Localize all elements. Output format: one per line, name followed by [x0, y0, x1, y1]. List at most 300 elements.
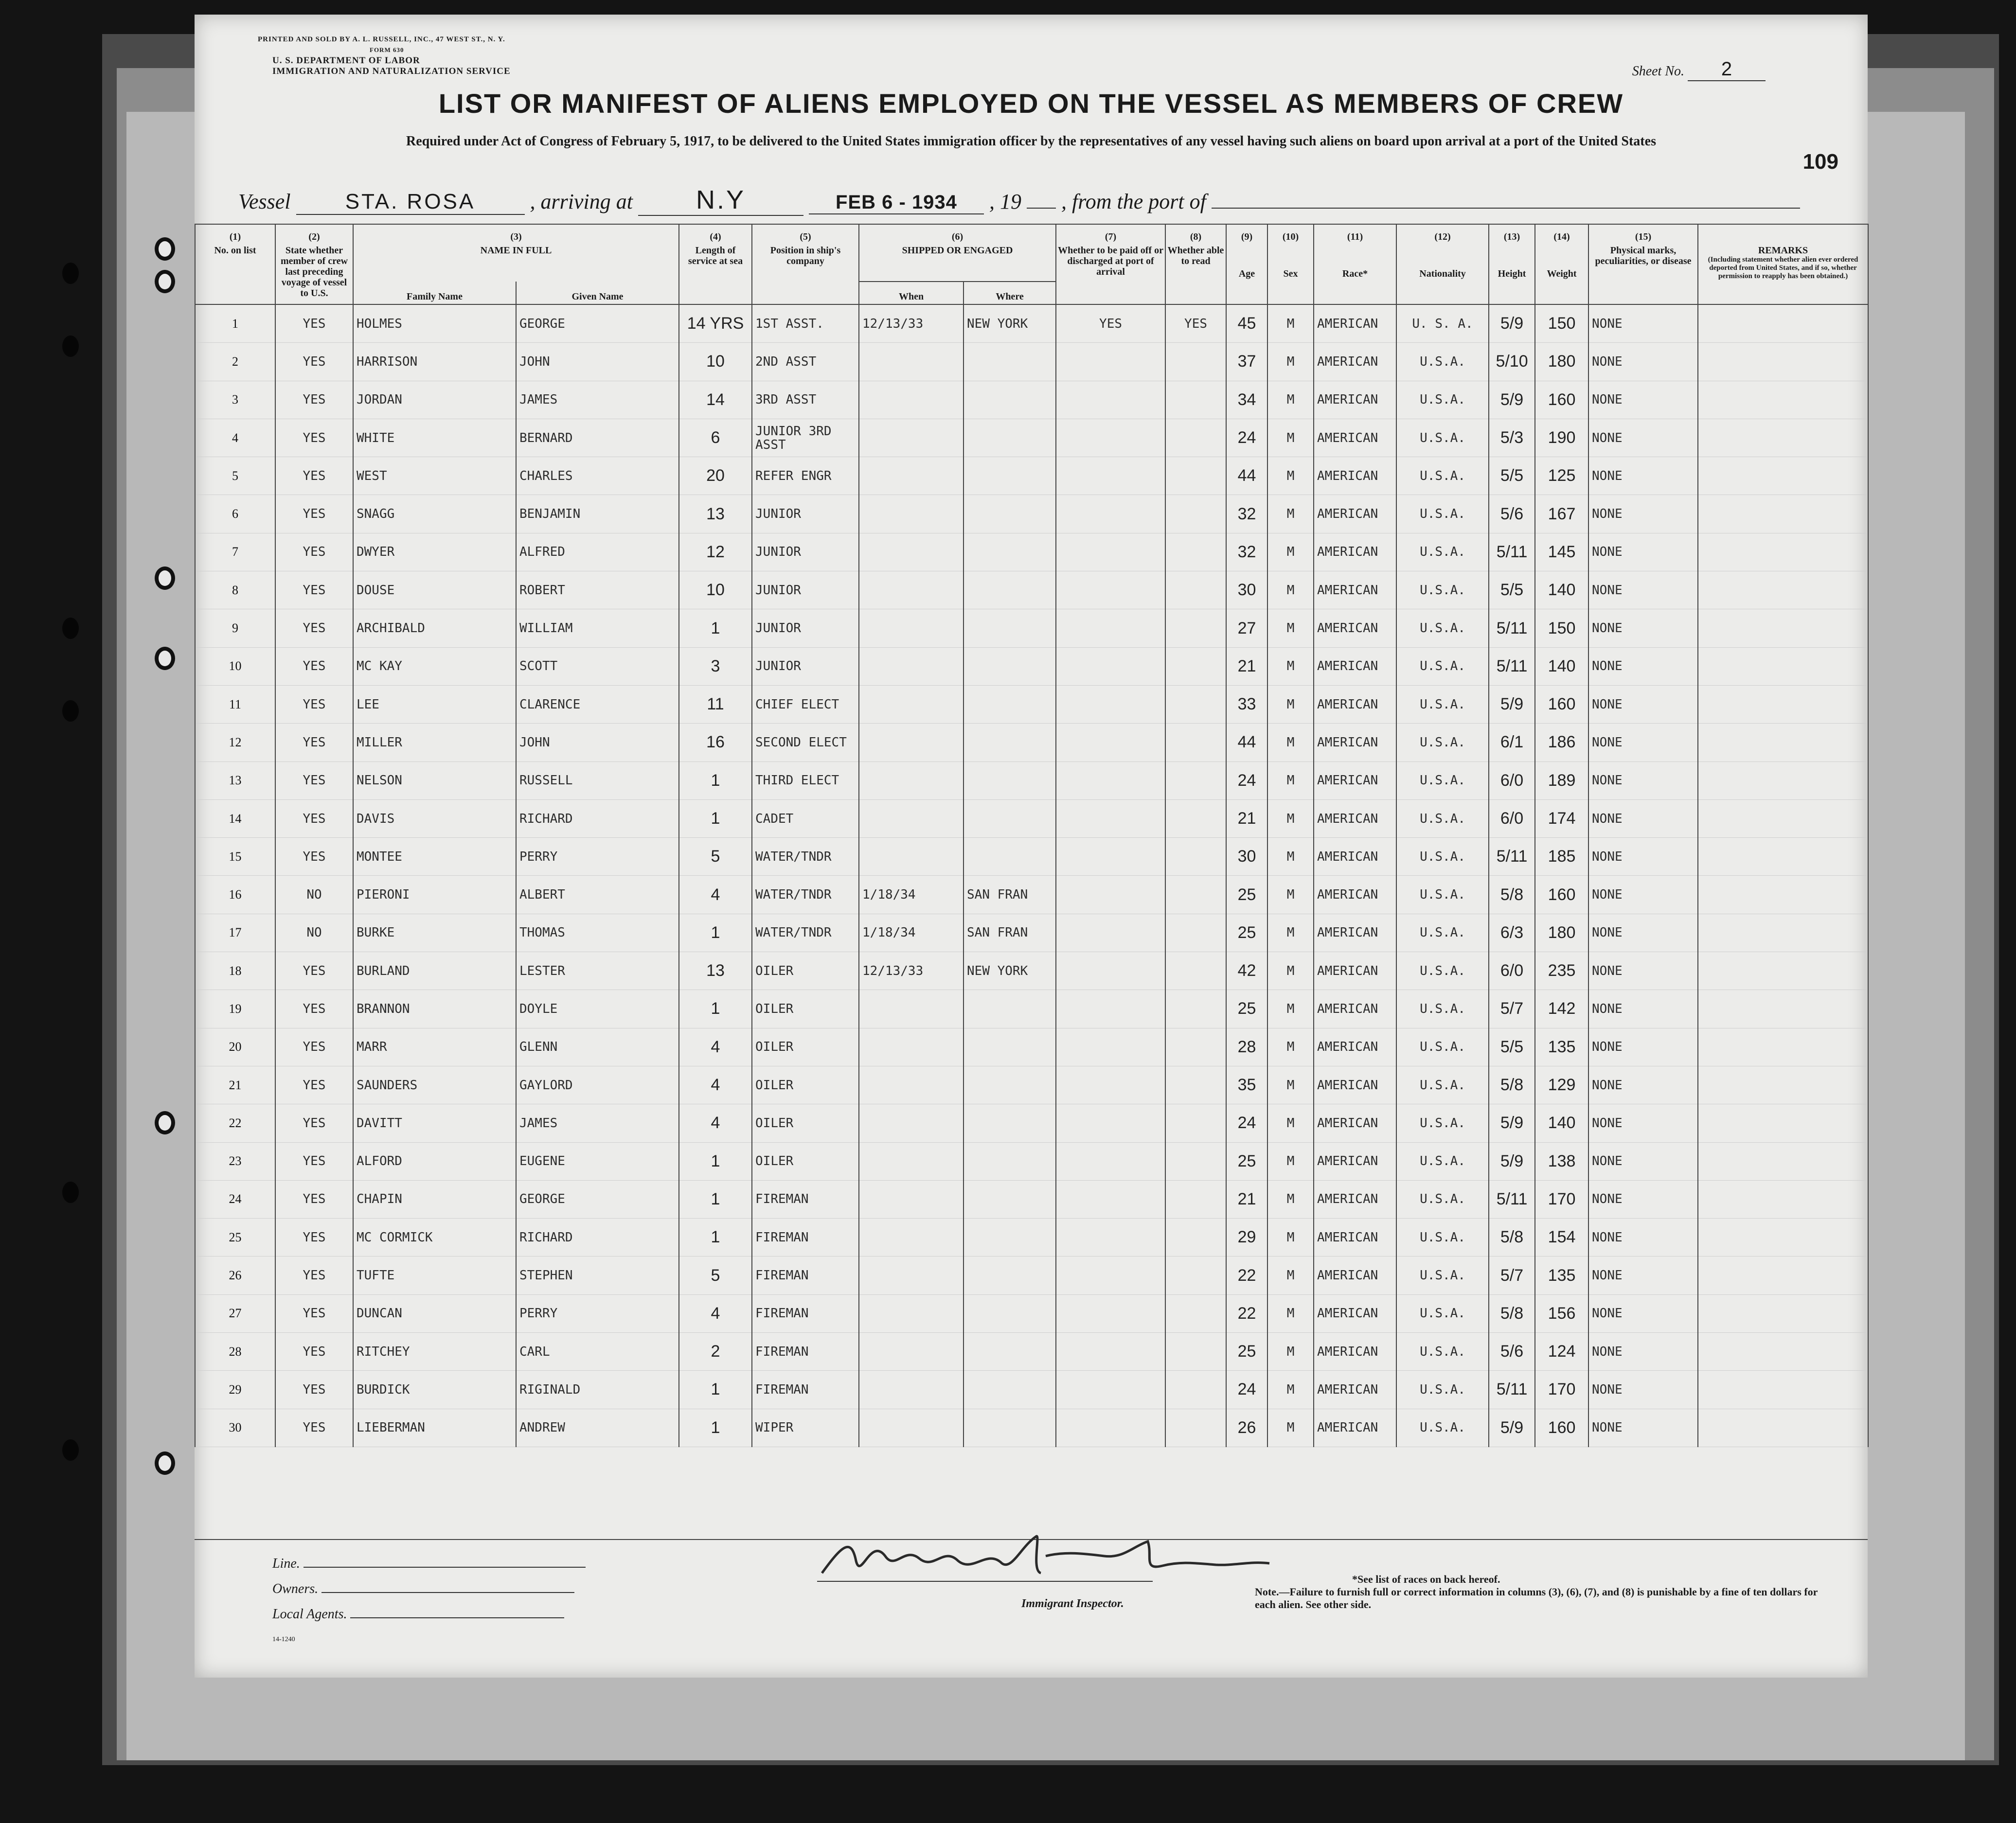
- position-value: WIPER: [752, 1409, 859, 1447]
- race-value: AMERICAN: [1314, 457, 1396, 495]
- weight-value: 186: [1535, 724, 1588, 761]
- sex-value: M: [1267, 647, 1314, 685]
- able-read-value: [1165, 952, 1226, 990]
- shipped-when-value: [859, 1219, 963, 1257]
- punch-hole: [62, 618, 79, 639]
- position-value: WATER/TNDR: [752, 914, 859, 952]
- weight-value: 190: [1535, 419, 1588, 457]
- col-num: (12): [1396, 224, 1489, 242]
- nationality-value: U.S.A.: [1396, 1409, 1489, 1447]
- row-number: 13: [195, 761, 275, 799]
- weight-value: 150: [1535, 304, 1588, 343]
- table-row: [195, 1294, 1868, 1332]
- state-member-value: YES: [275, 571, 353, 609]
- race-value: AMERICAN: [1314, 1066, 1396, 1104]
- family-name-value: DUNCAN: [353, 1294, 516, 1332]
- remarks-cell: [1698, 571, 1868, 609]
- shipped-where-value: [963, 1371, 1056, 1409]
- nationality-value: U.S.A.: [1396, 799, 1489, 837]
- sex-value: M: [1267, 1257, 1314, 1294]
- vessel-line: [238, 185, 1800, 216]
- nationality-value: U.S.A.: [1396, 685, 1489, 723]
- weight-value: 125: [1535, 457, 1588, 495]
- weight-value: 135: [1535, 1257, 1588, 1294]
- age-value: 21: [1226, 647, 1267, 685]
- shipped-when-value: [859, 381, 963, 419]
- able-read-value: [1165, 685, 1226, 723]
- height-value: 5/11: [1489, 647, 1535, 685]
- sex-value: M: [1267, 381, 1314, 419]
- table-row: [195, 724, 1868, 761]
- weight-value: 154: [1535, 1219, 1588, 1257]
- punch-hole: [62, 336, 79, 357]
- table-row: [195, 647, 1868, 685]
- sex-value: M: [1267, 1180, 1314, 1218]
- able-read-value: [1165, 1219, 1226, 1257]
- remarks-cell: [1698, 838, 1868, 876]
- able-read-value: [1165, 609, 1226, 647]
- height-value: 5/9: [1489, 1104, 1535, 1142]
- races-note: *See list of races on back hereof.: [1352, 1573, 1500, 1585]
- physical-marks-value: NONE: [1588, 1028, 1698, 1066]
- race-value: AMERICAN: [1314, 1333, 1396, 1371]
- paid-off-value: [1056, 724, 1165, 761]
- sheet-number-value: 2: [1688, 58, 1766, 81]
- family-name-value: DAVITT: [353, 1104, 516, 1142]
- height-value: 6/1: [1489, 724, 1535, 761]
- paid-off-value: [1056, 343, 1165, 381]
- state-member-value: YES: [275, 1371, 353, 1409]
- nationality-value: U.S.A.: [1396, 1219, 1489, 1257]
- able-read-value: [1165, 419, 1226, 457]
- physical-marks-value: NONE: [1588, 419, 1698, 457]
- line-field: Line.: [272, 1551, 586, 1576]
- position-value: CHIEF ELECT: [752, 685, 859, 723]
- table-row: [195, 1371, 1868, 1409]
- state-member-value: YES: [275, 533, 353, 571]
- race-value: AMERICAN: [1314, 1294, 1396, 1332]
- able-read-value: [1165, 1180, 1226, 1218]
- physical-marks-value: NONE: [1588, 1142, 1698, 1180]
- state-member-value: YES: [275, 799, 353, 837]
- age-value: 25: [1226, 1142, 1267, 1180]
- paid-off-value: [1056, 1409, 1165, 1447]
- remarks-cell: [1698, 533, 1868, 571]
- given-name-value: JAMES: [516, 381, 679, 419]
- physical-marks-value: NONE: [1588, 1333, 1698, 1371]
- position-value: FIREMAN: [752, 1219, 859, 1257]
- row-number: 8: [195, 571, 275, 609]
- physical-marks-value: NONE: [1588, 685, 1698, 723]
- family-name-value: PIERONI: [353, 876, 516, 914]
- row-number: 20: [195, 1028, 275, 1066]
- inspector-label: Immigrant Inspector.: [1021, 1597, 1124, 1610]
- shipped-where-value: [963, 533, 1056, 571]
- remarks-cell: [1698, 647, 1868, 685]
- given-name-value: GEORGE: [516, 1180, 679, 1218]
- header-given-name: Given Name: [516, 282, 679, 304]
- remarks-cell: [1698, 952, 1868, 990]
- physical-marks-value: NONE: [1588, 1409, 1698, 1447]
- nationality-value: U.S.A.: [1396, 876, 1489, 914]
- given-name-value: CHARLES: [516, 457, 679, 495]
- punch-hole: [62, 700, 79, 722]
- position-value: JUNIOR 3RD ASST: [752, 419, 859, 457]
- table-row: [195, 838, 1868, 876]
- age-value: 21: [1226, 799, 1267, 837]
- row-number: 26: [195, 1257, 275, 1294]
- shipped-when-value: 12/13/33: [859, 952, 963, 990]
- position-value: FIREMAN: [752, 1371, 859, 1409]
- header-remarks-sub: (Including statement whether alien ever ordered deported from United States, and if so, whether permission to reapply has been obtained.): [1708, 256, 1858, 280]
- shipped-where-value: [963, 1066, 1056, 1104]
- shipped-when-value: [859, 571, 963, 609]
- shipped-when-value: [859, 457, 963, 495]
- col-num: (4): [679, 224, 752, 242]
- position-value: OILER: [752, 1028, 859, 1066]
- family-name-value: SNAGG: [353, 495, 516, 533]
- column-header-row: [195, 242, 1868, 282]
- able-read-value: [1165, 1333, 1226, 1371]
- position-value: SECOND ELECT: [752, 724, 859, 761]
- state-member-value: YES: [275, 952, 353, 990]
- paid-off-value: [1056, 1028, 1165, 1066]
- age-value: 42: [1226, 952, 1267, 990]
- row-number: 12: [195, 724, 275, 761]
- given-name-value: ALFRED: [516, 533, 679, 571]
- line-blank: [303, 1554, 586, 1568]
- position-value: FIREMAN: [752, 1333, 859, 1371]
- shipped-where-value: SAN FRAN: [963, 876, 1056, 914]
- race-value: AMERICAN: [1314, 533, 1396, 571]
- able-read-value: [1165, 1142, 1226, 1180]
- table-row: [195, 457, 1868, 495]
- header-position: Position in ship's company: [752, 242, 859, 304]
- paid-off-value: [1056, 1142, 1165, 1180]
- remarks-cell: [1698, 876, 1868, 914]
- state-member-value: YES: [275, 1028, 353, 1066]
- row-number: 6: [195, 495, 275, 533]
- race-value: AMERICAN: [1314, 914, 1396, 952]
- age-value: 30: [1226, 571, 1267, 609]
- age-value: 22: [1226, 1257, 1267, 1294]
- shipped-when-value: [859, 609, 963, 647]
- remarks-cell: [1698, 609, 1868, 647]
- state-member-value: YES: [275, 724, 353, 761]
- sex-value: M: [1267, 1104, 1314, 1142]
- header-remarks-title: REMARKS: [1758, 245, 1808, 256]
- physical-marks-value: NONE: [1588, 457, 1698, 495]
- family-name-value: SAUNDERS: [353, 1066, 516, 1104]
- sex-value: M: [1267, 838, 1314, 876]
- able-read-value: [1165, 533, 1226, 571]
- paid-off-value: [1056, 1180, 1165, 1218]
- state-member-value: YES: [275, 1333, 353, 1371]
- able-read-value: [1165, 1066, 1226, 1104]
- nationality-value: U.S.A.: [1396, 914, 1489, 952]
- shipped-where-value: [963, 724, 1056, 761]
- state-member-value: YES: [275, 495, 353, 533]
- age-value: 32: [1226, 533, 1267, 571]
- remarks-cell: [1698, 1104, 1868, 1142]
- remarks-cell: [1698, 1028, 1868, 1066]
- sex-value: M: [1267, 1294, 1314, 1332]
- shipped-when-value: [859, 1028, 963, 1066]
- physical-marks-value: NONE: [1588, 1294, 1698, 1332]
- given-name-value: THOMAS: [516, 914, 679, 952]
- sex-value: M: [1267, 724, 1314, 761]
- state-member-value: YES: [275, 1409, 353, 1447]
- service-length-value: 4: [679, 876, 752, 914]
- able-read-value: [1165, 1409, 1226, 1447]
- table-row: [195, 1180, 1868, 1218]
- header-height: Height: [1489, 242, 1535, 304]
- family-name-value: MILLER: [353, 724, 516, 761]
- arriving-port: N.Y: [638, 185, 803, 216]
- race-value: AMERICAN: [1314, 571, 1396, 609]
- remarks-cell: [1698, 495, 1868, 533]
- age-value: 25: [1226, 1333, 1267, 1371]
- nationality-value: U.S.A.: [1396, 724, 1489, 761]
- col-num: (6): [859, 224, 1056, 242]
- printer-line: FORM 630: [370, 46, 404, 53]
- service-length-value: 5: [679, 1257, 752, 1294]
- row-number: 22: [195, 1104, 275, 1142]
- able-read-value: [1165, 343, 1226, 381]
- paid-off-value: [1056, 685, 1165, 723]
- sex-value: M: [1267, 1219, 1314, 1257]
- height-value: 5/6: [1489, 495, 1535, 533]
- punch-hole: [62, 1439, 79, 1461]
- race-value: AMERICAN: [1314, 304, 1396, 343]
- age-value: 26: [1226, 1409, 1267, 1447]
- col-num: (1): [195, 224, 275, 242]
- age-value: 27: [1226, 609, 1267, 647]
- crew-rows: [195, 304, 1868, 1447]
- shipped-when-value: [859, 761, 963, 799]
- height-value: 5/11: [1489, 533, 1535, 571]
- shipped-when-value: [859, 343, 963, 381]
- punch-hole: [155, 270, 175, 293]
- table-row: [195, 343, 1868, 381]
- nationality-value: U.S.A.: [1396, 1028, 1489, 1066]
- age-value: 24: [1226, 1371, 1267, 1409]
- given-name-value: GLENN: [516, 1028, 679, 1066]
- family-name-value: BURDICK: [353, 1371, 516, 1409]
- service-length-value: 11: [679, 685, 752, 723]
- paid-off-value: [1056, 990, 1165, 1028]
- shipped-where-value: NEW YORK: [963, 304, 1056, 343]
- family-name-value: LEE: [353, 685, 516, 723]
- col-num: (14): [1535, 224, 1588, 242]
- position-value: 3RD ASST: [752, 381, 859, 419]
- given-name-value: RICHARD: [516, 799, 679, 837]
- header-shipped: SHIPPED OR ENGAGED: [859, 242, 1056, 282]
- shipped-when-value: [859, 1066, 963, 1104]
- remarks-cell: [1698, 1409, 1868, 1447]
- sex-value: M: [1267, 1066, 1314, 1104]
- year-blank: [1027, 208, 1056, 209]
- shipped-when-value: [859, 1333, 963, 1371]
- table-row: [195, 533, 1868, 571]
- sex-value: M: [1267, 799, 1314, 837]
- physical-marks-value: NONE: [1588, 1066, 1698, 1104]
- col-num: (15): [1588, 224, 1698, 242]
- age-value: 28: [1226, 1028, 1267, 1066]
- col-num: (11): [1314, 224, 1396, 242]
- height-value: 6/0: [1489, 761, 1535, 799]
- state-member-value: YES: [275, 381, 353, 419]
- from-port-blank: [1212, 208, 1800, 209]
- table-row: [195, 1142, 1868, 1180]
- nationality-value: U. S. A.: [1396, 304, 1489, 343]
- table-row: [195, 571, 1868, 609]
- shipped-where-value: [963, 1028, 1056, 1066]
- race-value: AMERICAN: [1314, 1219, 1396, 1257]
- race-value: AMERICAN: [1314, 685, 1396, 723]
- height-value: 5/7: [1489, 990, 1535, 1028]
- paid-off-value: [1056, 647, 1165, 685]
- col-num: (10): [1267, 224, 1314, 242]
- given-name-value: RIGINALD: [516, 1371, 679, 1409]
- owners-label: Owners: [272, 1581, 315, 1596]
- race-value: AMERICAN: [1314, 1104, 1396, 1142]
- race-value: AMERICAN: [1314, 1409, 1396, 1447]
- state-member-value: YES: [275, 457, 353, 495]
- race-value: AMERICAN: [1314, 990, 1396, 1028]
- service-length-value: 13: [679, 952, 752, 990]
- physical-marks-value: NONE: [1588, 1257, 1698, 1294]
- family-name-value: MC CORMICK: [353, 1219, 516, 1257]
- paid-off-value: [1056, 457, 1165, 495]
- weight-value: 235: [1535, 952, 1588, 990]
- col-num: (8): [1165, 224, 1226, 242]
- shipped-where-value: [963, 685, 1056, 723]
- sex-value: M: [1267, 609, 1314, 647]
- paid-off-value: [1056, 571, 1165, 609]
- shipped-where-value: [963, 571, 1056, 609]
- family-name-value: NELSON: [353, 761, 516, 799]
- given-name-value: JAMES: [516, 1104, 679, 1142]
- table-row: [195, 761, 1868, 799]
- shipped-where-value: [963, 495, 1056, 533]
- state-member-value: YES: [275, 1104, 353, 1142]
- weight-value: 156: [1535, 1294, 1588, 1332]
- header-length-service: Length of service at sea: [679, 242, 752, 304]
- footer-fields: [272, 1551, 586, 1652]
- race-value: AMERICAN: [1314, 876, 1396, 914]
- row-number: 4: [195, 419, 275, 457]
- able-read-value: [1165, 1294, 1226, 1332]
- physical-marks-value: NONE: [1588, 1180, 1698, 1218]
- family-name-value: BURKE: [353, 914, 516, 952]
- column-number-row: [195, 224, 1868, 242]
- given-name-value: BERNARD: [516, 419, 679, 457]
- state-member-value: YES: [275, 990, 353, 1028]
- weight-value: 185: [1535, 838, 1588, 876]
- shipped-when-value: [859, 1257, 963, 1294]
- family-name-value: BRANNON: [353, 990, 516, 1028]
- position-value: JUNIOR: [752, 533, 859, 571]
- header-where: Where: [963, 282, 1056, 304]
- owners-blank: [321, 1579, 574, 1593]
- able-read-value: [1165, 761, 1226, 799]
- weight-value: 167: [1535, 495, 1588, 533]
- date-stamp: FEB 6 - 1934: [809, 192, 984, 214]
- nationality-value: U.S.A.: [1396, 457, 1489, 495]
- table-row: [195, 304, 1868, 343]
- race-value: AMERICAN: [1314, 609, 1396, 647]
- shipped-where-value: [963, 1142, 1056, 1180]
- col-num: (13): [1489, 224, 1535, 242]
- shipped-where-value: [963, 1257, 1056, 1294]
- given-name-value: GAYLORD: [516, 1066, 679, 1104]
- row-number: 16: [195, 876, 275, 914]
- state-member-value: YES: [275, 838, 353, 876]
- nationality-value: U.S.A.: [1396, 1333, 1489, 1371]
- punch-hole: [155, 1111, 175, 1134]
- sex-value: M: [1267, 914, 1314, 952]
- given-name-value: BENJAMIN: [516, 495, 679, 533]
- service-length-value: 1: [679, 1180, 752, 1218]
- service-length-value: 1: [679, 990, 752, 1028]
- physical-marks-value: NONE: [1588, 609, 1698, 647]
- family-name-value: CHAPIN: [353, 1180, 516, 1218]
- weight-value: 160: [1535, 876, 1588, 914]
- height-value: 5/11: [1489, 609, 1535, 647]
- height-value: 5/9: [1489, 381, 1535, 419]
- remarks-cell: [1698, 381, 1868, 419]
- header-nationality: Nationality: [1396, 242, 1489, 304]
- shipped-when-value: [859, 1180, 963, 1218]
- service-length-value: 1: [679, 914, 752, 952]
- physical-marks-value: NONE: [1588, 876, 1698, 914]
- row-number: 28: [195, 1333, 275, 1371]
- vessel-label: Vessel: [238, 190, 291, 213]
- col-num: (3): [353, 224, 679, 242]
- age-value: 22: [1226, 1294, 1267, 1332]
- sex-value: M: [1267, 990, 1314, 1028]
- paid-off-value: [1056, 1066, 1165, 1104]
- nationality-value: U.S.A.: [1396, 952, 1489, 990]
- able-read-value: [1165, 381, 1226, 419]
- position-value: JUNIOR: [752, 609, 859, 647]
- age-value: 24: [1226, 1104, 1267, 1142]
- header-able-read: Whether able to read: [1165, 242, 1226, 304]
- nationality-value: U.S.A.: [1396, 1104, 1489, 1142]
- age-value: 34: [1226, 381, 1267, 419]
- position-value: REFER ENGR: [752, 457, 859, 495]
- shipped-where-value: [963, 838, 1056, 876]
- physical-marks-value: NONE: [1588, 647, 1698, 685]
- table-row: [195, 799, 1868, 837]
- state-member-value: YES: [275, 609, 353, 647]
- able-read-value: [1165, 838, 1226, 876]
- table-row: [195, 1409, 1868, 1447]
- height-value: 5/5: [1489, 457, 1535, 495]
- family-name-value: DAVIS: [353, 799, 516, 837]
- able-read-value: [1165, 647, 1226, 685]
- able-read-value: [1165, 990, 1226, 1028]
- header-name-in-full: NAME IN FULL: [353, 242, 679, 282]
- able-read-value: [1165, 1257, 1226, 1294]
- state-member-value: YES: [275, 761, 353, 799]
- table-row: [195, 495, 1868, 533]
- position-value: OILER: [752, 990, 859, 1028]
- weight-value: 142: [1535, 990, 1588, 1028]
- remarks-cell: [1698, 1294, 1868, 1332]
- row-number: 14: [195, 799, 275, 837]
